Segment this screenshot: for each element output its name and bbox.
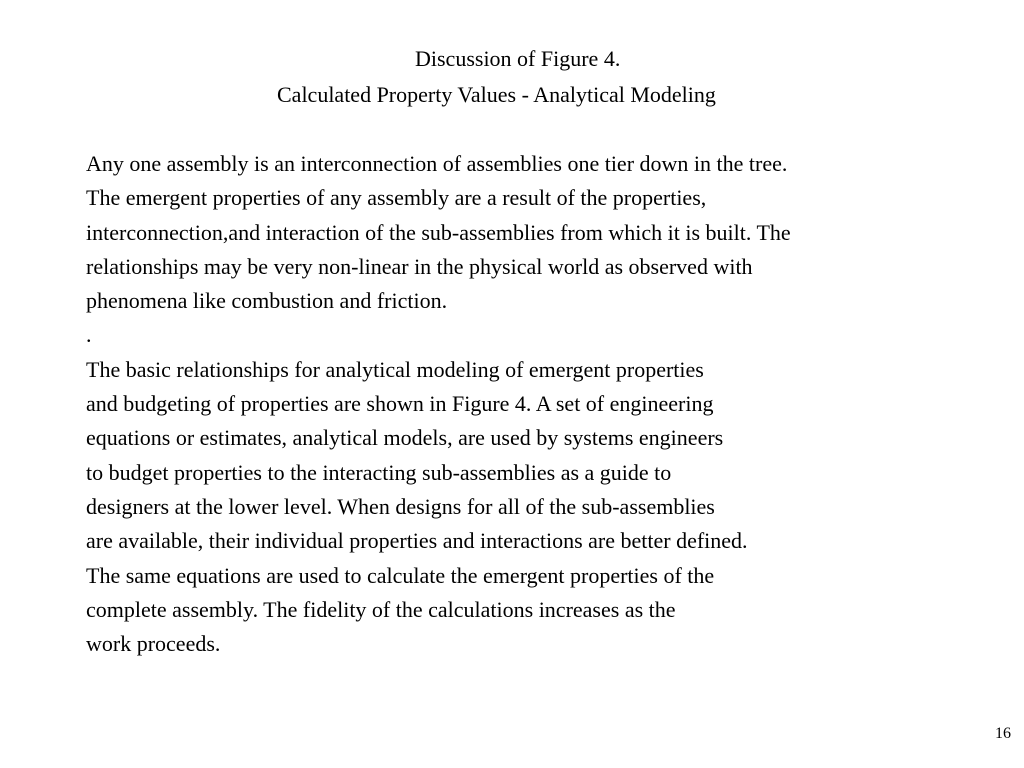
body-line: relationships may be very non-linear in the physical world as observed with (86, 253, 753, 279)
body-line: designers at the lower level. When designs for all of the sub-assemblies (86, 493, 715, 519)
body-line: The emergent properties of any assembly are a result of the properties, (86, 185, 707, 211)
body-line: equations or estimates, analytical models, are used by systems engineers (86, 425, 724, 451)
body-line: The basic relationships for analytical modeling of emergent properties (86, 356, 704, 382)
body-line: The same equations are used to calculate the emergent properties of the (86, 562, 715, 588)
body-line: phenomena like combustion and friction. (86, 288, 448, 314)
slide-subtitle: Calculated Property Values - Analytical Modeling (277, 82, 716, 107)
page-number: 16 (995, 725, 1011, 742)
body-line: . (86, 322, 92, 348)
body-text (86, 147, 1006, 661)
body-line: complete assembly. The fidelity of the calculations increases as the (86, 596, 676, 622)
body-line: Any one assembly is an interconnection of assemblies one tier down in the tree. (86, 151, 788, 176)
body-line: to budget properties to the interacting sub-assemblies as a guide to (86, 459, 672, 485)
slide-title: Discussion of Figure 4. (415, 46, 621, 71)
body-line: work proceeds. (86, 631, 221, 657)
body-line: are available, their individual properties and interactions are better defined. (86, 528, 748, 554)
body-line: interconnection,and interaction of the sub-assemblies from which it is built. The (86, 219, 791, 245)
body-line: and budgeting of properties are shown in Figure 4. A set of engineering (86, 391, 714, 417)
